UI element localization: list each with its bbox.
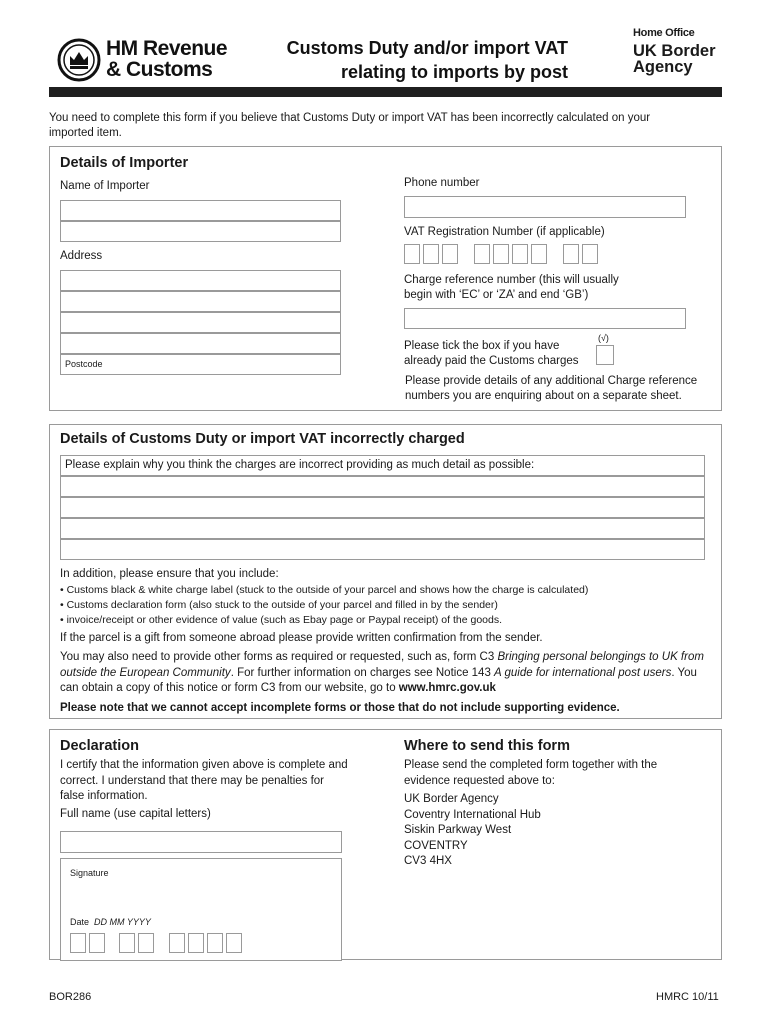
importer-panel — [49, 146, 722, 411]
explain-field-5[interactable] — [60, 539, 705, 560]
send-title: Where to send this form — [404, 738, 570, 754]
include-list — [60, 583, 710, 628]
date-box[interactable] — [207, 933, 223, 953]
address-field-3[interactable] — [60, 312, 341, 333]
additional-ref-note — [405, 374, 697, 404]
gift-text: If the parcel is a gift from someone abroad please provide written confirmation from the sender. — [60, 631, 543, 644]
fullname-label: Full name (use capital letters) — [60, 808, 211, 820]
address-line: Siskin Parkway West — [404, 824, 512, 836]
address-line: UK Border Agency — [404, 793, 499, 805]
vat-box[interactable] — [442, 244, 458, 264]
para-e: . You can obtain a copy of this notice or form C3 from our website, go to — [60, 666, 697, 694]
form-code: BOR286 — [49, 991, 92, 1003]
hmrc-line2: & Customs — [106, 58, 213, 81]
address-field-4[interactable] — [60, 333, 341, 354]
title-line1: Customs Duty and/or import VAT — [286, 38, 568, 58]
address-field-2[interactable] — [60, 291, 341, 312]
send-text: Please send the completed form together with the evidence requested above to: — [404, 759, 658, 787]
address-label: Address — [60, 250, 103, 262]
additional-line2: numbers you are enquiring about on a separate sheet. — [405, 390, 682, 402]
vat-boxes-group-2 — [474, 244, 550, 264]
date-box[interactable] — [226, 933, 242, 953]
additional-line1: Please provide details of any additional Charge reference — [405, 375, 698, 387]
date-box[interactable] — [169, 933, 185, 953]
date-box[interactable] — [70, 933, 86, 953]
include-section — [60, 567, 710, 716]
signature-date-box — [60, 858, 342, 961]
tick-mark-label: (√) — [598, 333, 609, 343]
title-line2: relating to imports by post — [340, 62, 568, 82]
para-d: A guide for international post users — [494, 666, 672, 679]
explain-label: Please explain why you think the charges are incorrect providing as much detail as possible: — [65, 459, 535, 471]
address-line: Coventry International Hub — [404, 808, 541, 821]
name-field-1[interactable] — [60, 200, 341, 221]
tick-label — [404, 339, 579, 369]
charge-ref-label — [404, 273, 619, 303]
duty-panel — [49, 424, 722, 719]
date-format: DD MM YYYY — [94, 917, 151, 927]
paid-checkbox[interactable] — [596, 345, 614, 365]
vat-boxes-group-3 — [563, 244, 601, 264]
include-intro: In addition, please ensure that you include: — [60, 568, 279, 580]
home-office-label: Home Office — [633, 27, 695, 39]
postcode-field[interactable] — [60, 354, 341, 375]
list-item: • Customs declaration form (also stuck to the outside of your parcel and filled in by the sender) — [60, 598, 710, 613]
importer-title: Details of Importer — [60, 155, 189, 171]
intro-text: You need to complete this form if you believe that Customs Duty or import VAT has been incorrectly calculated on your imported item. — [49, 112, 651, 139]
address-line: CV3 4HX — [404, 855, 452, 867]
header-divider — [49, 87, 722, 97]
charge-ref-line1: Charge reference number (this will usually — [404, 274, 619, 286]
tick-line2: already paid the Customs charges — [404, 355, 579, 367]
declaration-text: I certify that the information given above is complete and correct. I understand that there may be penalties for false information. — [60, 759, 348, 802]
send-address — [404, 792, 541, 870]
hmrc-line1: HM Revenue — [106, 37, 228, 60]
vat-box[interactable] — [423, 244, 439, 264]
explain-field-1[interactable] — [60, 455, 705, 476]
ukba-line2: Agency — [633, 58, 693, 76]
name-label: Name of Importer — [60, 180, 150, 192]
charge-ref-line2: begin with ‘EC’ or ‘ZA’ and end ‘GB’) — [404, 289, 589, 301]
date-box[interactable] — [188, 933, 204, 953]
explain-field-4[interactable] — [60, 518, 705, 539]
para-c: . For further information on charges see Notice 143 — [230, 666, 495, 679]
page-title — [260, 36, 568, 84]
para-b: Bringing personal belongings to UK from outside the European Community — [60, 651, 704, 679]
explain-field-2[interactable] — [60, 476, 705, 497]
form-version: HMRC 10/11 — [656, 991, 719, 1003]
vat-box[interactable] — [512, 244, 528, 264]
postcode-label: Postcode — [65, 359, 103, 369]
ukba-line1: UK Border — [633, 42, 716, 60]
para-a: You may also need to provide other forms as required or requested, such as, form C3 — [60, 651, 498, 663]
date-box[interactable] — [119, 933, 135, 953]
crest-logo-icon — [57, 38, 101, 82]
vat-box[interactable] — [474, 244, 490, 264]
vat-box[interactable] — [493, 244, 509, 264]
phone-field[interactable] — [404, 196, 686, 218]
address-field-1[interactable] — [60, 270, 341, 291]
website-link[interactable]: www.hmrc.gov.uk — [398, 682, 496, 694]
declaration-panel — [49, 729, 722, 960]
date-box[interactable] — [138, 933, 154, 953]
duty-title: Details of Customs Duty or import VAT incorrectly charged — [60, 431, 465, 447]
vat-box[interactable] — [404, 244, 420, 264]
explain-field-3[interactable] — [60, 497, 705, 518]
name-field-2[interactable] — [60, 221, 341, 242]
hmrc-logo-text — [106, 38, 227, 80]
date-box[interactable] — [89, 933, 105, 953]
date-day-boxes — [70, 933, 108, 953]
signature-label: Signature — [70, 868, 109, 878]
fullname-field[interactable] — [60, 831, 342, 853]
vat-box[interactable] — [563, 244, 579, 264]
list-item: • Customs black & white charge label (stuck to the outside of your parcel and shows how the charge is calculated) — [60, 583, 710, 598]
charge-ref-field[interactable] — [404, 308, 686, 329]
date-month-boxes — [119, 933, 157, 953]
phone-label: Phone number — [404, 177, 480, 189]
vat-label: VAT Registration Number (if applicable) — [404, 226, 605, 238]
list-item: • invoice/receipt or other evidence of value (such as Ebay page or Paypal receipt) of the goods. — [60, 613, 710, 628]
vat-box[interactable] — [582, 244, 598, 264]
declaration-title: Declaration — [60, 738, 139, 754]
vat-boxes-group-1 — [404, 244, 461, 264]
other-forms-text — [60, 650, 710, 697]
address-line: COVENTRY — [404, 839, 468, 852]
date-year-boxes — [169, 933, 245, 953]
date-word: Date — [70, 917, 90, 927]
ukba-logo-text — [633, 43, 716, 75]
vat-box[interactable] — [531, 244, 547, 264]
date-label — [70, 917, 151, 927]
tick-line1: Please tick the box if you have — [404, 340, 560, 352]
incomplete-note: Please note that we cannot accept incomplete forms or those that do not include supporting evidence. — [60, 701, 620, 714]
